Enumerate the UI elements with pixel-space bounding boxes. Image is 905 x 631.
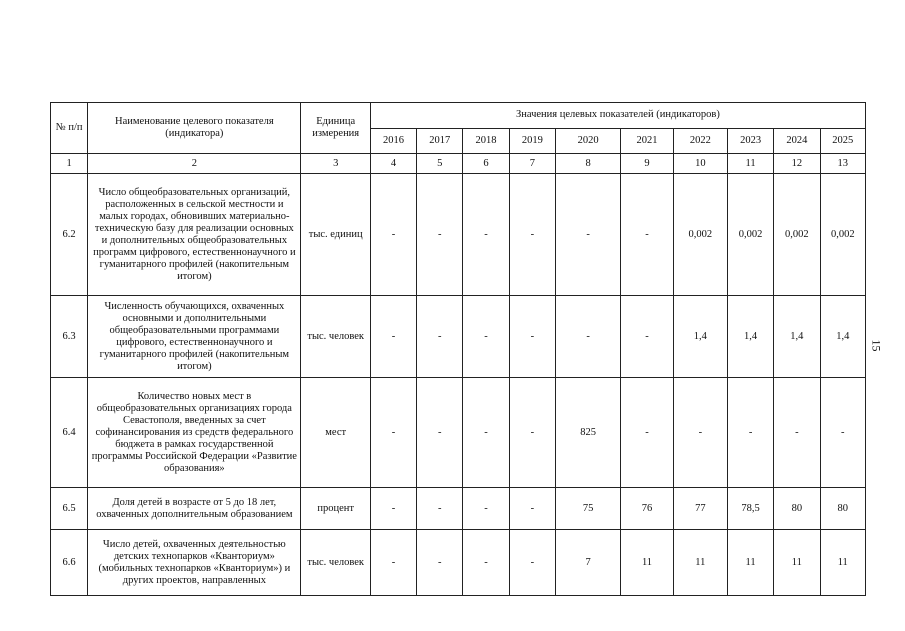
year-header: 2025 (820, 128, 866, 154)
unit-cell: мест (301, 378, 370, 488)
table-row (51, 296, 866, 378)
header-unit: Единица измерения (301, 103, 370, 154)
unit-cell: процент (301, 488, 370, 530)
year-header: 2017 (417, 128, 463, 154)
indicators-table (50, 102, 866, 596)
column-index: 7 (509, 154, 555, 174)
header-name: Наименование целевого показателя (индикатора) (88, 103, 301, 154)
year-header: 2024 (774, 128, 820, 154)
value-cell: - (621, 174, 673, 296)
value-cell: 0,002 (727, 174, 773, 296)
value-cell: - (370, 174, 416, 296)
row-number: 6.4 (51, 378, 88, 488)
value-cell: 7 (555, 530, 620, 596)
value-cell: - (509, 296, 555, 378)
value-cell: - (417, 296, 463, 378)
value-cell: - (463, 174, 509, 296)
column-index: 9 (621, 154, 673, 174)
value-cell: - (820, 378, 866, 488)
year-header: 2016 (370, 128, 416, 154)
value-cell: - (370, 296, 416, 378)
header-num: № п/п (51, 103, 88, 154)
value-cell: 825 (555, 378, 620, 488)
value-cell: 77 (673, 488, 727, 530)
table-row (51, 378, 866, 488)
indicator-name: Число детей, охваченных деятельностью детских технопарков «Кванториум» (мобильных технопарков «Кванториум») и других проектов, направленных (88, 530, 301, 596)
indicator-name: Численность обучающихся, охваченных основными и дополнительными общеобразовательными программами цифрового, естественнонаучного и гуманитарного профилей (накопительным итогом) (88, 296, 301, 378)
value-cell: - (463, 488, 509, 530)
year-header: 2020 (555, 128, 620, 154)
column-index: 3 (301, 154, 370, 174)
column-index: 10 (673, 154, 727, 174)
column-index: 5 (417, 154, 463, 174)
column-index: 6 (463, 154, 509, 174)
value-cell: - (417, 530, 463, 596)
value-cell: - (673, 378, 727, 488)
value-cell: - (370, 488, 416, 530)
year-header: 2021 (621, 128, 673, 154)
value-cell: - (463, 378, 509, 488)
value-cell: 11 (774, 530, 820, 596)
table-row (51, 488, 866, 530)
value-cell: - (417, 378, 463, 488)
value-cell: - (727, 378, 773, 488)
value-cell: - (555, 174, 620, 296)
row-number: 6.5 (51, 488, 88, 530)
value-cell: - (463, 296, 509, 378)
table-row (51, 530, 866, 596)
value-cell: - (509, 174, 555, 296)
value-cell: 0,002 (673, 174, 727, 296)
column-index: 12 (774, 154, 820, 174)
value-cell: - (555, 296, 620, 378)
value-cell: - (621, 296, 673, 378)
column-index: 11 (727, 154, 773, 174)
value-cell: 80 (820, 488, 866, 530)
value-cell: - (621, 378, 673, 488)
unit-cell: тыс. человек (301, 296, 370, 378)
value-cell: 1,4 (727, 296, 773, 378)
row-number: 6.3 (51, 296, 88, 378)
value-cell: 80 (774, 488, 820, 530)
value-cell: - (509, 488, 555, 530)
indicator-name: Доля детей в возрасте от 5 до 18 лет, охваченных дополнительным образованием (88, 488, 301, 530)
year-header: 2022 (673, 128, 727, 154)
value-cell: - (370, 530, 416, 596)
value-cell: 11 (820, 530, 866, 596)
page-number: 15 (869, 339, 884, 352)
year-header: 2023 (727, 128, 773, 154)
value-cell: 1,4 (820, 296, 866, 378)
value-cell: 78,5 (727, 488, 773, 530)
value-cell: - (509, 530, 555, 596)
value-cell: 11 (621, 530, 673, 596)
value-cell: 0,002 (820, 174, 866, 296)
value-cell: 1,4 (673, 296, 727, 378)
unit-cell: тыс. единиц (301, 174, 370, 296)
year-header: 2018 (463, 128, 509, 154)
value-cell: - (370, 378, 416, 488)
value-cell: - (417, 488, 463, 530)
value-cell: 1,4 (774, 296, 820, 378)
column-index: 4 (370, 154, 416, 174)
year-header: 2019 (509, 128, 555, 154)
column-index: 13 (820, 154, 866, 174)
value-cell: 11 (727, 530, 773, 596)
row-number: 6.2 (51, 174, 88, 296)
header-values: Значения целевых показателей (индикаторов) (370, 103, 865, 129)
value-cell: 76 (621, 488, 673, 530)
column-index: 2 (88, 154, 301, 174)
column-index: 8 (555, 154, 620, 174)
value-cell: 0,002 (774, 174, 820, 296)
unit-cell: тыс. человек (301, 530, 370, 596)
column-index: 1 (51, 154, 88, 174)
value-cell: - (463, 530, 509, 596)
table-row (51, 174, 866, 296)
indicator-name: Число общеобразовательных организаций, расположенных в сельской местности и малых городах, обновивших материально-техническую базу для реализации основных и дополнительных общеобразовательных программ цифрового, естественнонаучного и гуманитарного профилей (накопительным итогом) (88, 174, 301, 296)
value-cell: - (774, 378, 820, 488)
indicator-name: Количество новых мест в общеобразовательных организациях города Севастополя, введенных за счет софинансирования из средств федерального бюджета в рамках государственной программы Российской Федерации «Развитие образования» (88, 378, 301, 488)
value-cell: - (417, 174, 463, 296)
row-number: 6.6 (51, 530, 88, 596)
value-cell: 75 (555, 488, 620, 530)
value-cell: - (509, 378, 555, 488)
value-cell: 11 (673, 530, 727, 596)
